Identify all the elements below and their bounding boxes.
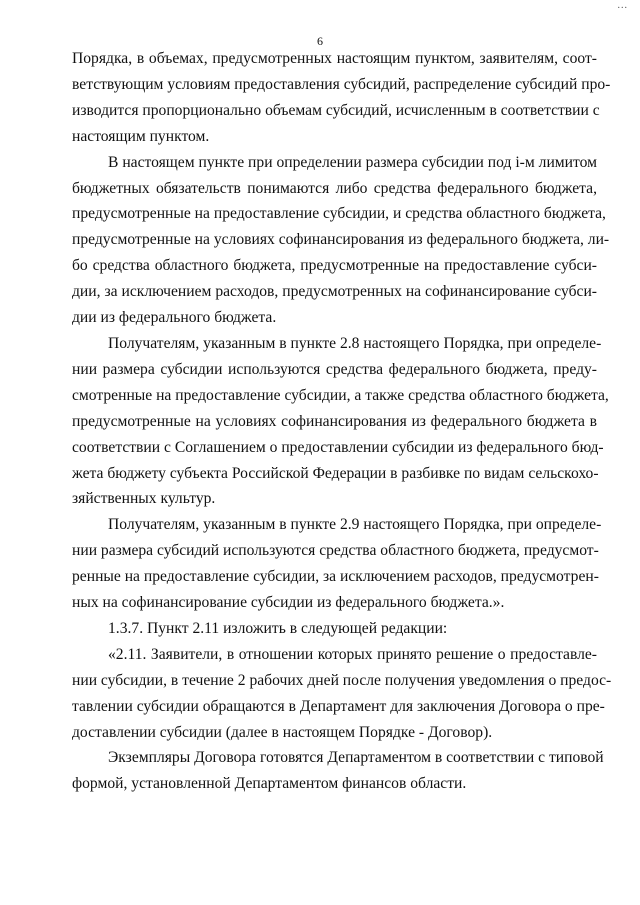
page-corner-mark: ... [617, 0, 628, 11]
text-line: Экземпляры Договора готовятся Департаментом в соответствии с типовой [108, 749, 604, 767]
paragraph-recipients-2-8 [72, 331, 609, 512]
text-line: Получателям, указанным в пункте 2.8 настоящего Порядка, при определе- [108, 334, 602, 352]
text-line: предусмотренные на предоставление субсидии, и средства областного бюджета, [72, 205, 606, 223]
paragraph-amendment-1-3-7 [72, 616, 597, 642]
text-line: ных на софинансирование субсидии из федерального бюджета.». [72, 594, 505, 612]
text-line: дии, за исключением расходов, предусмотренных на софинансирование субси- [72, 283, 597, 301]
text-line: ветствующим условиям предоставления субсидий, распределение субсидий про- [72, 75, 611, 93]
paragraph-clause-2-11 [72, 642, 612, 746]
document-body [72, 46, 612, 797]
text-line: доставлении субсидии (далее в настоящем Порядке - Договор). [72, 723, 493, 741]
text-line: дии из федерального бюджета. [72, 309, 277, 327]
paragraph-continuation [72, 46, 611, 150]
text-line: зяйственных культур. [72, 490, 216, 508]
text-line: Получателям, указанным в пункте 2.9 настоящего Порядка, при определе- [108, 516, 602, 534]
text-line: соответствии с Соглашением о предоставлении субсидии из федерального бюд- [72, 438, 604, 456]
text-line: настоящим пунктом. [72, 127, 210, 145]
text-line: нии размера субсидии используются средства федерального бюджета, преду- [72, 360, 597, 378]
text-line: бюджетных обязательств понимаются либо средства федерального бюджета, [72, 179, 597, 197]
text-line: Порядка, в объемах, предусмотренных настоящим пунктом, заявителям, соот- [72, 50, 597, 67]
text-line: ренные на предоставление субсидии, за исключением расходов, предусмотрен- [72, 568, 599, 586]
paragraph-limit-definition [72, 150, 610, 331]
text-line: смотренные на предоставление субсидии, а также средства областного бюджета, [72, 386, 609, 404]
text-line: «2.11. Заявители, в отношении которых принято решение о предоставле- [108, 645, 597, 663]
text-line: изводится пропорционально объемам субсидий, исчисленным в соответствии с [72, 101, 600, 119]
paragraph-contract-copies [72, 745, 604, 797]
text-line: В настоящем пункте при определении размера субсидии под i-м лимитом [108, 153, 597, 171]
text-line: 1.3.7. Пункт 2.11 изложить в следующей редакции: [108, 619, 448, 637]
text-line: жета бюджету субъекта Российской Федерации в разбивке по видам сельскохо- [72, 464, 599, 482]
page-number: 6 [317, 34, 323, 48]
text-line: предусмотренные на условиях софинансирования из федерального бюджета в [72, 412, 597, 430]
text-line: бо средства областного бюджета, предусмотренные на предоставление субси- [72, 257, 597, 275]
text-line: формой, установленной Департаментом финансов области. [72, 775, 467, 793]
text-line: предусмотренные на условиях софинансирования из федерального бюджета, ли- [72, 231, 610, 249]
paragraph-recipients-2-9 [72, 512, 602, 616]
text-line: нии размера субсидий используются средства областного бюджета, предусмот- [72, 542, 599, 560]
text-line: тавлении субсидии обращаются в Департамент для заключения Договора о пре- [72, 697, 605, 715]
text-line: нии субсидии, в течение 2 рабочих дней после получения уведомления о предос- [72, 671, 612, 689]
